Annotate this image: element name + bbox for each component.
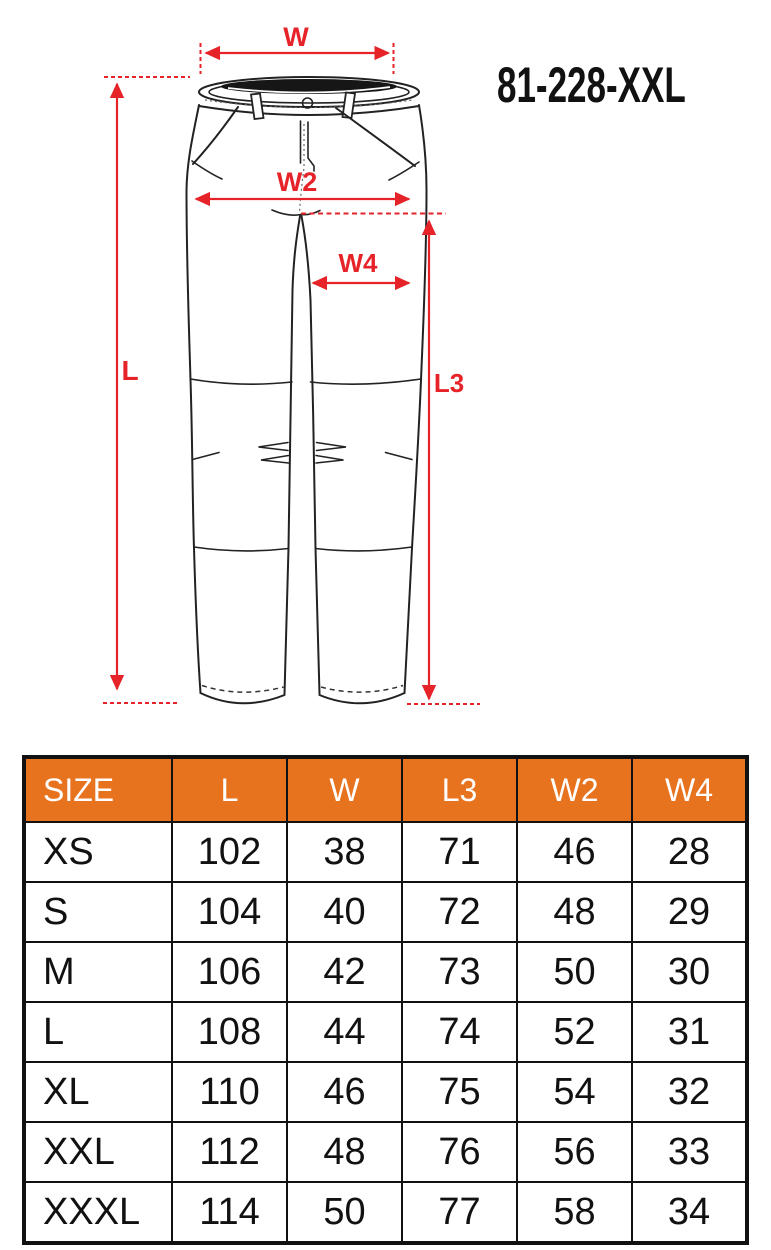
cell-l: 112 xyxy=(172,1122,287,1182)
table-row xyxy=(24,942,747,1002)
cell-w: 40 xyxy=(287,882,402,942)
cell-w4: 28 xyxy=(632,822,747,882)
table-row xyxy=(24,822,747,882)
header-l: L xyxy=(172,757,287,822)
size-table xyxy=(22,755,749,1245)
cell-l3: 73 xyxy=(402,942,517,1002)
header-size: SIZE xyxy=(24,757,172,822)
table-row xyxy=(24,1062,747,1122)
thigh-seam-right xyxy=(311,379,422,384)
cell-l: 108 xyxy=(172,1002,287,1062)
hem-left xyxy=(201,693,285,703)
cell-l3: 71 xyxy=(402,822,517,882)
cell-w4: 34 xyxy=(632,1182,747,1243)
header-w: W xyxy=(287,757,402,822)
knee-seam-left xyxy=(194,547,289,551)
header-l3: L3 xyxy=(402,757,517,822)
cell-l: 110 xyxy=(172,1062,287,1122)
header-w2: W2 xyxy=(517,757,632,822)
belt-loop-left xyxy=(251,94,264,120)
cell-l3: 77 xyxy=(402,1182,517,1243)
knee-seam-right xyxy=(316,547,413,551)
cell-w: 42 xyxy=(287,942,402,1002)
cell-w: 38 xyxy=(287,822,402,882)
cell-w: 46 xyxy=(287,1062,402,1122)
cell-w4: 29 xyxy=(632,882,747,942)
cell-l3: 72 xyxy=(402,882,517,942)
table-header-row xyxy=(24,757,747,822)
cell-l3: 75 xyxy=(402,1062,517,1122)
cell-size: L xyxy=(24,1002,172,1062)
cell-l: 102 xyxy=(172,822,287,882)
cell-w2: 56 xyxy=(517,1122,632,1182)
cell-size: XXXL xyxy=(24,1182,172,1243)
thigh-seam-left xyxy=(191,379,293,384)
cell-w2: 58 xyxy=(517,1182,632,1243)
header-w4: W4 xyxy=(632,757,747,822)
cell-l: 104 xyxy=(172,882,287,942)
cell-l3: 76 xyxy=(402,1122,517,1182)
w-dimension-label: W xyxy=(283,22,309,52)
crotch-seam xyxy=(272,210,301,215)
table-row xyxy=(24,1182,747,1243)
cell-w: 44 xyxy=(287,1002,402,1062)
cell-l3: 74 xyxy=(402,1002,517,1062)
cell-size: M xyxy=(24,942,172,1002)
pocket-right xyxy=(336,108,415,166)
table-row xyxy=(24,1122,747,1182)
cell-w2: 50 xyxy=(517,942,632,1002)
cell-w2: 46 xyxy=(517,822,632,882)
cell-w4: 31 xyxy=(632,1002,747,1062)
w2-dimension-label: W2 xyxy=(276,167,318,197)
cell-w: 50 xyxy=(287,1182,402,1243)
cell-size: XXL xyxy=(24,1122,172,1182)
cell-w4: 30 xyxy=(632,942,747,1002)
cell-l: 114 xyxy=(172,1182,287,1243)
cell-w: 48 xyxy=(287,1122,402,1182)
hem-right xyxy=(320,693,405,703)
cell-size: XL xyxy=(24,1062,172,1122)
product-code: 81-228-XXL xyxy=(497,57,686,113)
cell-w4: 32 xyxy=(632,1062,747,1122)
table-row xyxy=(24,882,747,942)
cell-size: XS xyxy=(24,822,172,882)
table-row xyxy=(24,1002,747,1062)
cell-w4: 33 xyxy=(632,1122,747,1182)
cell-l: 106 xyxy=(172,942,287,1002)
l-dimension-label: L xyxy=(121,355,139,386)
cell-size: S xyxy=(24,882,172,942)
cell-w2: 52 xyxy=(517,1002,632,1062)
l3-dimension-label: L3 xyxy=(433,368,465,398)
left-outer-seam xyxy=(187,105,201,693)
cell-w2: 48 xyxy=(517,882,632,942)
pocket-left xyxy=(193,107,238,164)
w4-dimension-label: W4 xyxy=(338,248,378,278)
cell-w2: 54 xyxy=(517,1062,632,1122)
right-outer-seam xyxy=(405,105,427,693)
